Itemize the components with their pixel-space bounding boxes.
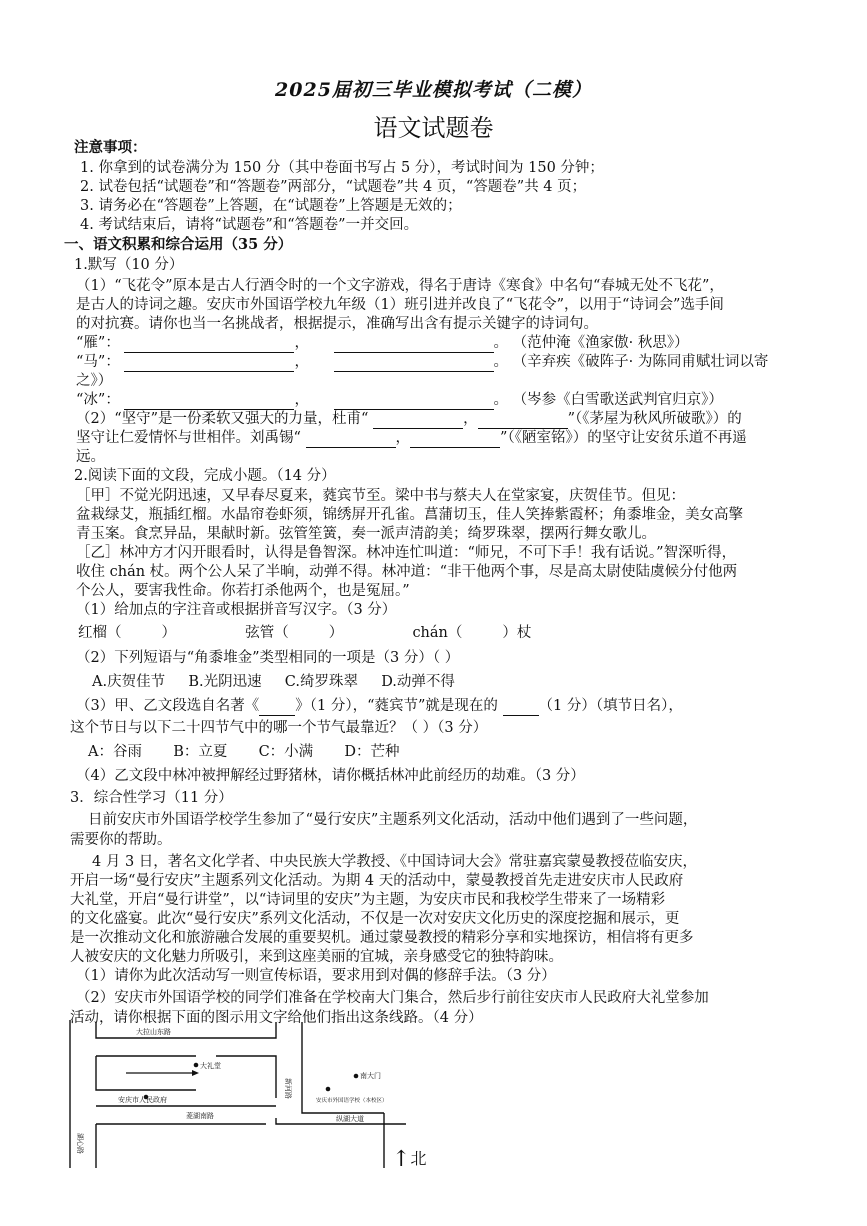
north-indicator: [392, 1146, 426, 1172]
subquestion: （2）安庆市外国语学校的同学们准备在学校南大门集合，然后步行前往安庆市人民政府大礼堂参加: [76, 990, 709, 1006]
paper-title: 语文试题卷: [373, 114, 494, 142]
subquestion: （4）乙文段中林冲被押解经过野猪林，请你概括林冲此前经历的劫难。（3 分）: [76, 768, 585, 784]
subquestion: [76, 696, 683, 716]
sub3-text: （3）甲、乙文段选自名著《: [76, 698, 260, 714]
pinyin-item: 红榴（: [78, 625, 122, 641]
answer-blank[interactable]: [503, 699, 539, 716]
map-road-label: 湖心路: [76, 1133, 84, 1154]
answer-blank[interactable]: [373, 412, 463, 429]
gate-marker: [354, 1074, 359, 1079]
map-road-label: 纵湖大道: [336, 1115, 364, 1123]
notice-item: 1. 你拿到的试卷满分为 150 分（其中卷面书写占 5 分），考试时间为 150 分钟；: [80, 160, 604, 176]
map-place-label: 安庆市外国语学校（本校区）: [316, 1098, 388, 1104]
auditorium-marker: [194, 1063, 199, 1068]
question-heading: 1.默写（10 分）: [74, 257, 184, 273]
q3-passage-line: 的文化盛宴。此次“曼行安庆”系列文化活动，不仅是一次对安庆文化历史的深度挖掘和展示，更: [70, 911, 680, 927]
q1-intro-line: 的对抗赛。请你也当一名挑战者，根据提示，准确写出含有提示关键字的诗词句。: [76, 316, 598, 332]
pinyin-items: [78, 623, 531, 643]
map-road-label: 大拉山东路: [136, 1028, 171, 1036]
north-label: 北: [410, 1149, 427, 1168]
options-row: [92, 672, 455, 692]
answer-blank[interactable]: [334, 355, 494, 372]
map-road-line: [216, 1056, 276, 1098]
map-road-line: [96, 1022, 276, 1038]
recite-row: “雁”： ， 。 （范仲淹《渔家傲· 秋思》）: [76, 335, 689, 351]
option[interactable]: B.光阴迅速: [188, 674, 262, 690]
subquestion: （1）给加点的字注音或根据拼音写汉字。（3 分）: [76, 602, 397, 618]
sub3-text: （1 分）（填节日名），: [538, 698, 683, 714]
map-road-label: 新河路: [284, 1078, 292, 1099]
passage-yi-line: 收住 chán 杖。两个公人呆了半晌，动弹不得。林冲道：“非干他两个事，尽是高太尉使陆虞候分付他两: [76, 564, 738, 580]
recite-row: “冰”： ， 。 （岑参《白雪歌送武判官归京》）: [76, 392, 723, 408]
passage-yi-line: ［乙］林冲方才闪开眼看时，认得是鲁智深。林冲连忙叫道：“师兄，不可下手！我有话说。”智深听得，: [76, 545, 737, 561]
q3-intro-line: 日前安庆市外国语学校学生参加了“曼行安庆”主题系列文化活动，活动中他们遇到了一些问题，: [88, 812, 698, 828]
part2-text: 坚守让仁爱情怀与世相伴。刘禹锡“: [76, 430, 301, 446]
part2-text: ”（《茅屋为秋风所破歌》）的: [567, 411, 742, 427]
notice-item: 2. 试卷包括“试题卷”和“答题卷”两部分，“试题卷”共 4 页，“答题卷”共 4 页；: [80, 179, 587, 195]
recite-source: （辛弃疾《破阵子· 为陈同甫赋壮词以寄: [512, 354, 769, 370]
q3-passage-line: 大礼堂，开启“曼行讲堂”，以“诗词里的安庆”为主题，为安庆市民和我校学生带来了一场精彩: [70, 892, 666, 908]
map-place-label: 南大门: [360, 1072, 381, 1080]
answer-blank[interactable]: [124, 393, 294, 410]
recite-source: （岑参《白雪歌送武判官归京》）: [512, 392, 723, 408]
subquestion: 活动，请你根据下面的图示用文字给他们指出这条线路。（4 分）: [70, 1010, 483, 1026]
sub3-text: 》（1 分），“蕤宾节”就是现在的: [295, 698, 498, 714]
q3-passage-line: 人被安庆的文化魅力所吸引，来到这座美丽的宜城，亲身感受它的独特韵味。: [70, 949, 563, 965]
q3-passage-line: 是一次推动文化和旅游融合发展的重要契机。通过蒙曼教授的精彩分享和实地探访，相信将有更多: [70, 930, 694, 946]
option[interactable]: D.动弹不得: [381, 674, 455, 690]
subquestion: （2）下列短语与“角黍堆金”类型相同的一项是（3 分）（ ）: [76, 650, 460, 666]
passage-jia-line: ［甲］不觉光阴迅速，又早春尽夏来，蕤宾节至。梁中书与蔡夫人在堂家宴，庆贺佳节。但见：: [76, 488, 685, 504]
passage-jia-line: 青玉案。食烹异品，果献时新。弦管笙簧，奏一派声清韵美；绮罗珠翠，摆两行舞女歌儿。: [76, 526, 656, 542]
q3-intro-line: 需要你的帮助。: [70, 832, 172, 848]
part2-text: （2）“坚守”是一份柔软又强大的力量，杜甫“: [76, 411, 369, 427]
options-row: [88, 742, 400, 762]
recite-key: “冰”：: [76, 392, 120, 408]
answer-blank[interactable]: [410, 431, 500, 448]
answer-blank[interactable]: [334, 393, 494, 410]
answer-blank[interactable]: [306, 431, 396, 448]
recite-part2: （2）“坚守”是一份柔软又强大的力量，杜甫“ ， ”（《茅屋为秋风所破歌》）的: [76, 411, 742, 427]
north-arrow-icon: ↑: [392, 1147, 411, 1172]
q1-intro-line: 是古人的诗词之趣。安庆市外国语学校九年级（1）班引进并改良了“飞花令”，以用于“诗词会”选手间: [76, 297, 724, 313]
option[interactable]: D：芒种: [344, 744, 400, 760]
pinyin-item: ）杖: [502, 625, 532, 641]
notice-item: 3. 请务必在“答题卷”上答题，在“试题卷”上答题是无效的；: [80, 198, 462, 214]
option[interactable]: A.庆贺佳节: [92, 674, 166, 690]
map-road-label: 菱湖南路: [186, 1112, 214, 1120]
recite-row-cont: 之》）: [76, 373, 113, 389]
notice-heading: 注意事项：: [74, 139, 147, 156]
q1-intro-line: （1）“飞花令”原本是古人行酒令时的一个文字游戏，得名于唐诗《寒食》中名句“春城无处不飞花”，: [76, 278, 724, 294]
answer-blank[interactable]: [334, 336, 494, 353]
recite-part2-end: 远。: [76, 449, 105, 465]
arrow-head-icon: [192, 1070, 199, 1076]
pinyin-item: chán（: [412, 625, 463, 641]
section-heading: 一、语文积累和综合运用（35 分）: [64, 236, 293, 253]
answer-blank[interactable]: [259, 699, 295, 716]
pinyin-item: ）: [161, 625, 176, 641]
question-heading: 2.阅读下面的文段，完成小题。（14 分）: [74, 468, 336, 484]
map-place-label: 大礼堂: [200, 1062, 221, 1070]
q3-passage-line: 4 月 3 日，著名文化学者、中央民族大学教授、《中国诗词大会》常驻嘉宾蒙曼教授莅临安庆，: [92, 854, 698, 870]
map-place-label: 安庆市人民政府: [118, 1096, 167, 1104]
pinyin-item: ）: [328, 625, 344, 641]
exam-title: 2025届初三毕业模拟考试（二模）: [275, 79, 592, 101]
route-map: [66, 1018, 411, 1168]
subquestion: （1）请你为此次活动写一则宣传标语，要求用到对偶的修辞手法。（3 分）: [76, 968, 556, 984]
pinyin-item: 弦管（: [245, 625, 289, 641]
answer-blank[interactable]: [478, 412, 568, 429]
part2-text: ”（《陋室铭》）的坚守让安贫乐道不再遥: [500, 430, 747, 446]
option[interactable]: C：小满: [258, 744, 314, 760]
option[interactable]: B：立夏: [173, 744, 228, 760]
recite-row: “马”： ， 。 （辛弃疾《破阵子· 为陈同甫赋壮词以寄: [76, 354, 769, 370]
question-heading: 3．综合性学习（11 分）: [70, 790, 233, 806]
passage-yi-line: 个公人，要害我性命。你若打杀他两个，也是冤屈。”: [76, 583, 410, 599]
notice-item: 4. 考试结束后，请将“试题卷”和“答题卷”一并交回。: [80, 217, 419, 233]
passage-jia-line: 盆栽绿艾，瓶插红榴。水晶帘卷虾须，锦绣屏开孔雀。菖蒲切玉，佳人笑捧紫霞杯；角黍堆金，美女高擎: [76, 507, 743, 523]
answer-blank[interactable]: [124, 355, 294, 372]
option[interactable]: C.绮罗珠翠: [284, 674, 358, 690]
subquestion: 这个节日与以下二十四节气中的哪一个节气最靠近？（ ）（3 分）: [70, 720, 488, 736]
recite-key: “马”：: [76, 354, 120, 370]
q3-passage-line: 开启一场“曼行安庆”主题系列文化活动。为期 4 天的活动中，蒙曼教授首先走进安庆市人民政府: [70, 873, 684, 889]
school-marker: [326, 1087, 331, 1092]
recite-key: “雁”：: [76, 335, 120, 351]
recite-source: （范仲淹《渔家傲· 秋思》）: [512, 335, 689, 351]
answer-blank[interactable]: [124, 336, 294, 353]
recite-part2: 坚守让仁爱情怀与世相伴。刘禹锡“ ， ”（《陋室铭》）的坚守让安贫乐道不再遥: [76, 430, 747, 446]
option[interactable]: A：谷雨: [88, 744, 142, 760]
